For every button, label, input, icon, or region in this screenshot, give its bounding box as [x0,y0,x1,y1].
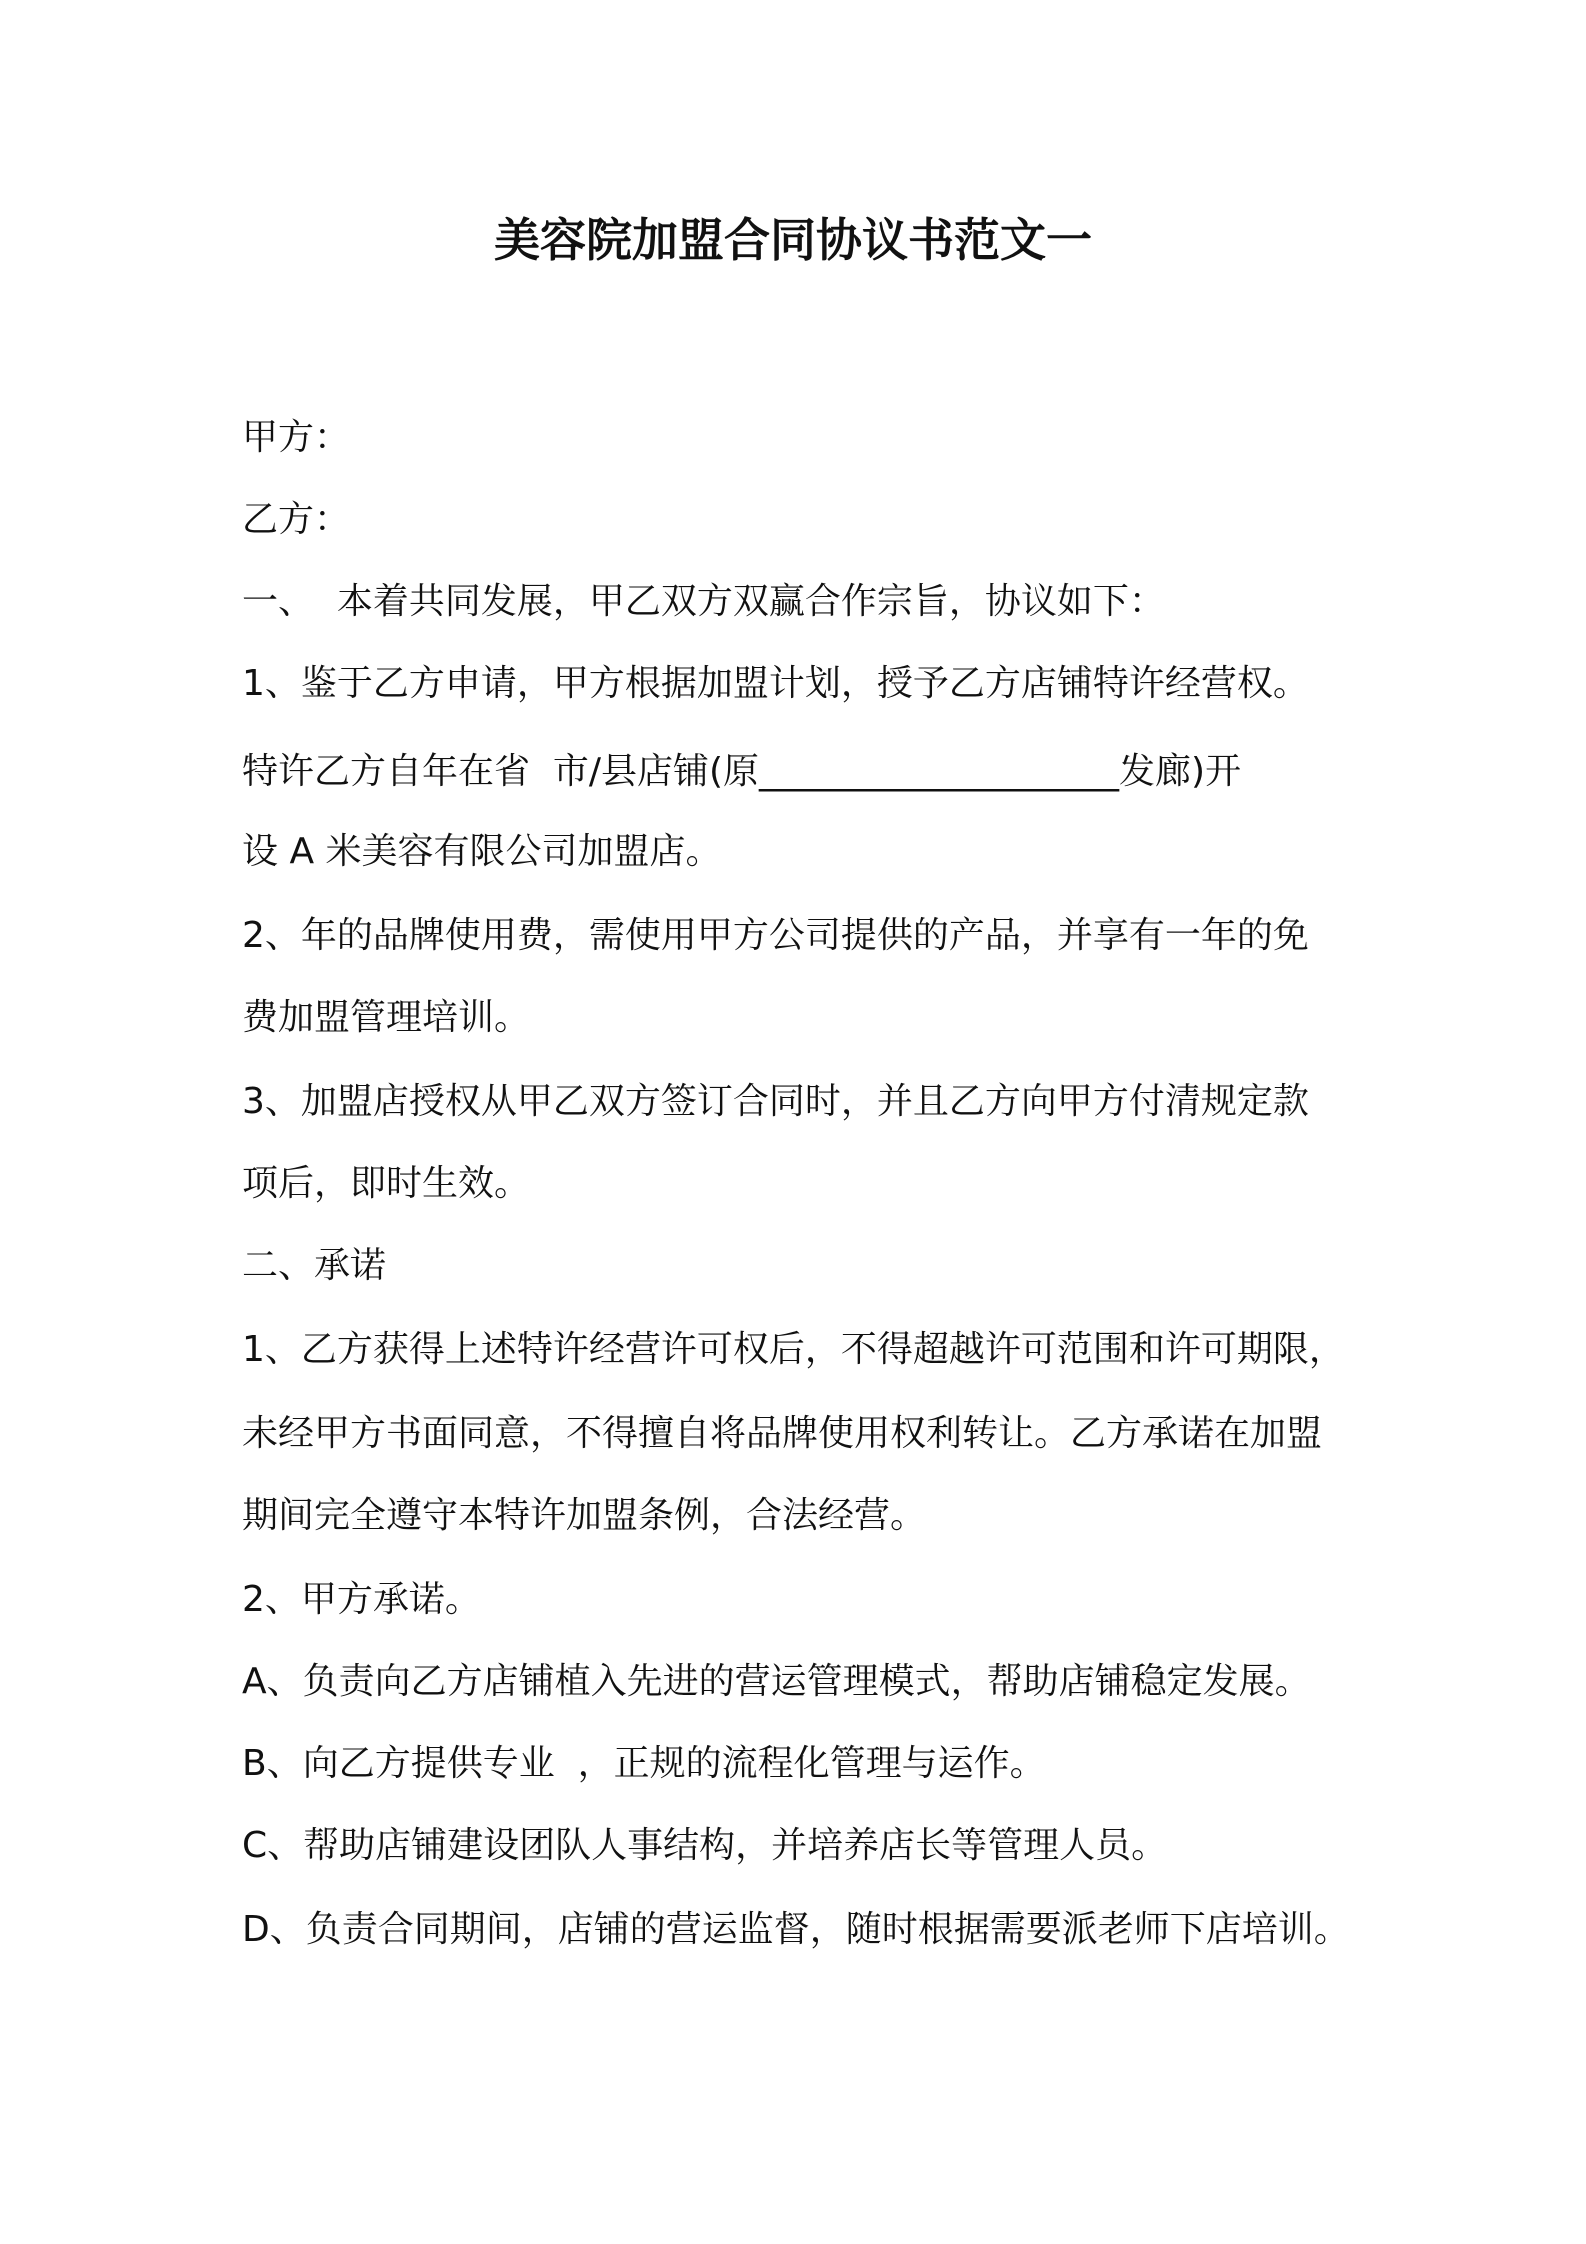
document-title: 美容院加盟合同协议书范文一 [494,213,1092,267]
clause-3-line-1: 3、加盟店授权从甲乙双方签订合同时，并且乙方向甲方付清规定款 [242,1081,1309,1122]
clause-1-line-3: 设 A 米美容有限公司加盟店。 [242,831,722,872]
party-b-line: 乙方： [242,499,351,540]
clause-2-line-2: 费加盟管理培训。 [242,997,531,1038]
promise-1-line-2: 未经甲方书面同意，不得擅自将品牌使用权利转让。乙方承诺在加盟 [242,1413,1323,1454]
promise-2-item-a: A、负责向乙方店铺植入先进的营运管理模式，帮助店铺稳定发展。 [242,1661,1311,1702]
clause-3-line-2: 项后，即时生效。 [242,1163,531,1204]
promise-2-item-c: C、帮助店铺建设团队人事结构，并培养店长等管理人员。 [242,1825,1168,1866]
promise-1-line-3: 期间完全遵守本特许加盟条例，合法经营。 [242,1495,927,1536]
promise-2-item-b: B、向乙方提供专业 ，正规的流程化管理与运作。 [242,1743,1046,1784]
clause-1-line-1: 1、鉴于乙方申请，甲方根据加盟计划，授予乙方店铺特许经营权。 [242,663,1309,704]
clause-2-line-1: 2、年的品牌使用费，需使用甲方公司提供的产品，并享有一年的免 [242,915,1309,956]
promise-1-line-1: 1、乙方获得上述特许经营许可权后，不得超越许可范围和许可期限， [242,1329,1345,1370]
clause-1-line-2: 特许乙方自年在省 市/县店铺(原____________________发廊)开 [242,751,1242,792]
promise-2-item-d: D、负责合同期间，店铺的营运监督，随时根据需要派老师下店培训。 [242,1909,1350,1950]
promise-2-heading: 2、甲方承诺。 [242,1579,481,1620]
section-two-heading: 二、承诺 [242,1245,387,1286]
section-one-heading: 一、 本着共同发展，甲乙双方双赢合作宗旨，协议如下： [242,581,1165,622]
party-a-line: 甲方： [242,417,351,458]
